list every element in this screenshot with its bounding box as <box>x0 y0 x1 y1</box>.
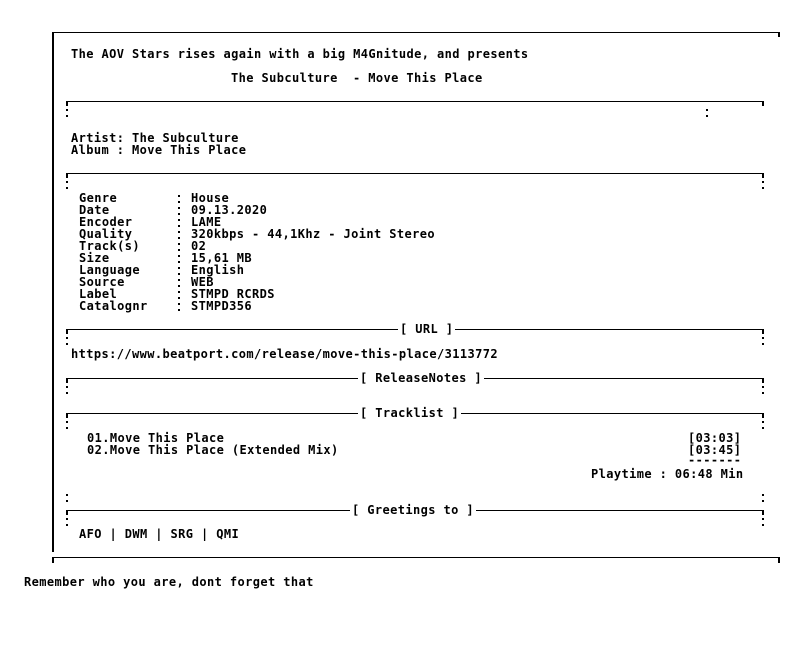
info-sep-tracks <box>178 243 180 251</box>
box1-left-tick <box>66 101 68 106</box>
playtime: Playtime : 06:48 Min <box>591 467 744 481</box>
url-left-tick <box>66 329 68 334</box>
release-url: https://www.beatport.com/release/move-this-place/3113772 <box>71 347 498 361</box>
outer-frame-right-tick <box>778 32 780 37</box>
url-right-tick <box>762 329 764 334</box>
box1-right-tick <box>762 101 764 106</box>
info-value-quality: 320kbps - 44,1Khz - Joint Stereo <box>191 227 435 241</box>
outer-frame-left <box>52 32 54 552</box>
info-value-tracks: 02 <box>191 239 207 253</box>
info-value-label: STMPD RCRDS <box>191 287 275 301</box>
info-label-label: Label <box>79 287 118 301</box>
info-sep-source <box>178 279 180 287</box>
releasenotes-left-colon <box>66 386 68 394</box>
info-right-tick <box>762 173 764 178</box>
info-value-source: WEB <box>191 275 214 289</box>
tracklist-left-colon <box>66 421 68 429</box>
tracklist-right-colon <box>762 421 764 429</box>
info-value-date: 09.13.2020 <box>191 203 268 217</box>
info-left-colon <box>66 181 68 189</box>
releasenotes-left-tick <box>66 378 68 383</box>
header-line-2: The Subculture - Move This Place <box>231 71 483 85</box>
info-top-rule <box>66 173 764 174</box>
header-line-1: The AOV Stars rises again with a big M4Gnitude, and presents <box>71 47 529 61</box>
info-label-source: Source <box>79 275 125 289</box>
greetings-section-title: [ Greetings to ] <box>352 503 474 517</box>
info-value-genre: House <box>191 191 230 205</box>
outer-frame-bottom-right-tick <box>778 557 780 563</box>
info-label-quality: Quality <box>79 227 133 241</box>
info-label-language: Language <box>79 263 140 277</box>
url-left-colon <box>66 337 68 345</box>
releasenotes-section-title: [ ReleaseNotes ] <box>360 371 482 385</box>
releasenotes-right-tick <box>762 378 764 383</box>
track-name-2: 02.Move This Place (Extended Mix) <box>87 443 339 457</box>
album-line: Album : Move This Place <box>71 143 247 157</box>
info-sep-encoder <box>178 219 180 227</box>
outer-frame-bottom <box>52 557 780 558</box>
info-sep-catalognr <box>178 303 180 311</box>
box1-mid-colon <box>706 109 708 117</box>
tracklist-section-title: [ Tracklist ] <box>360 406 460 420</box>
info-value-size: 15,61 MB <box>191 251 252 265</box>
info-left-tick <box>66 173 68 178</box>
outer-frame-bottom-left-tick <box>52 557 54 563</box>
info-sep-language <box>178 267 180 275</box>
info-value-catalognr: STMPD356 <box>191 299 252 313</box>
info-label-tracks: Track(s) <box>79 239 140 253</box>
info-sep-size <box>178 255 180 263</box>
playtime-separator: ------- <box>688 453 742 467</box>
greetings-right-colon <box>762 518 764 526</box>
track-name-1: 01.Move This Place <box>87 431 225 445</box>
greetings-right-tick <box>762 510 764 515</box>
info-sep-date <box>178 207 180 215</box>
greetings-upper-left-colon <box>66 494 68 502</box>
greetings-left-tick <box>66 510 68 515</box>
artist-line: Artist: The Subculture <box>71 131 239 145</box>
info-label-date: Date <box>79 203 110 217</box>
track-duration-1: [03:03] <box>688 431 742 445</box>
outer-frame-top <box>52 32 780 33</box>
tracklist-right-tick <box>762 413 764 418</box>
info-sep-quality <box>178 231 180 239</box>
info-label-size: Size <box>79 251 110 265</box>
info-value-language: English <box>191 263 245 277</box>
info-label-genre: Genre <box>79 191 118 205</box>
url-section-title: [ URL ] <box>400 322 454 336</box>
releasenotes-right-colon <box>762 386 764 394</box>
info-sep-label <box>178 291 180 299</box>
info-right-colon <box>762 181 764 189</box>
tracklist-left-tick <box>66 413 68 418</box>
track-duration-2: [03:45] <box>688 443 742 457</box>
info-label-encoder: Encoder <box>79 215 133 229</box>
url-right-colon <box>762 337 764 345</box>
footer-text: Remember who you are, dont forget that <box>24 575 314 589</box>
box1-top-rule <box>66 101 764 102</box>
box1-left-colon <box>66 109 68 117</box>
info-label-catalognr: Catalognr <box>79 299 148 313</box>
info-value-encoder: LAME <box>191 215 222 229</box>
info-sep-genre <box>178 195 180 203</box>
greetings-text: AFO | DWM | SRG | QMI <box>79 527 240 541</box>
greetings-upper-right-colon <box>762 494 764 502</box>
greetings-left-colon <box>66 518 68 526</box>
